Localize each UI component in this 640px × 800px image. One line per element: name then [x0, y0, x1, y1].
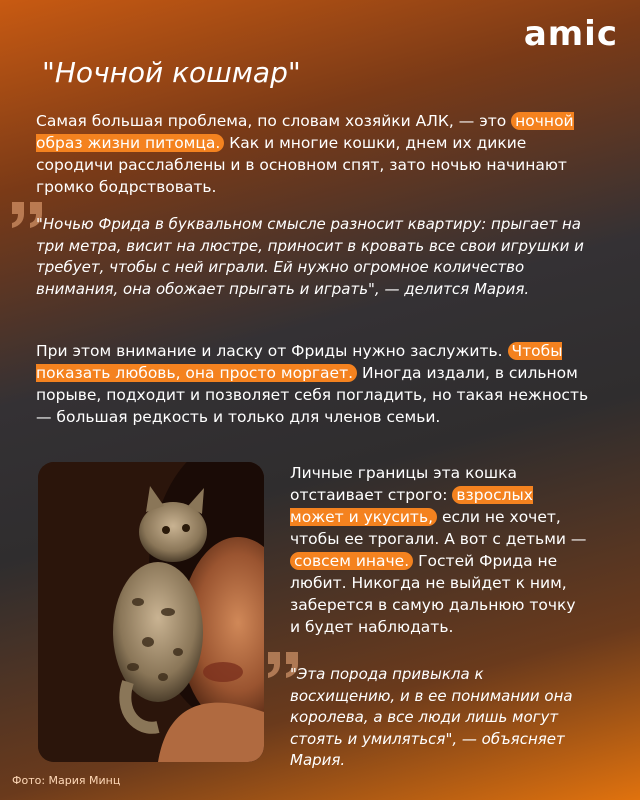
highlight-text: ночной образ жизни питомца. — [36, 112, 574, 152]
quote-maria-night: "Ночью Фрида в буквальном смысле разносит квартиру: прыгает на три метра, висит на люстре, приносит в кровать все свои игрушки и требует, чтобы с ней играли. Ей нужно огромное количество внимания, она обожает прыгать и играть", — делится Мария. — [36, 215, 584, 298]
highlight-text: взрослых может и укусить, — [290, 486, 533, 526]
photo-credit: Фото: Мария Минц — [12, 774, 121, 787]
paragraph-affection — [36, 340, 606, 428]
paragraph-text: Личные границы эта кошка отстаивает строго: — [290, 464, 517, 504]
paragraph-boundaries — [290, 462, 590, 638]
paragraph-text: Гостей Фрида не любит. Никогда не выйдет к ним, заберется в самую дальнюю точку и будет наблюдать. — [290, 552, 576, 636]
page-title: "Ночной кошмар" — [42, 56, 301, 89]
quote-maria-queen: "Эта порода привыкла к восхищению, и в ее понимании она королева, а все люди лишь могут стоять и умиляться", — объясняет Мария. — [290, 665, 573, 769]
paragraph-text: если не хочет, чтобы ее трогали. А вот с детьми — — [290, 508, 587, 548]
paragraph-text: При этом внимание и ласку от Фриды нужно заслужить. — [36, 342, 508, 360]
paragraph-text: Как и многие кошки, днем их дикие сородичи расслаблены и в основном спят, зато ночью начинают громко бодрствовать. — [36, 134, 567, 196]
paragraph-night-problem — [36, 110, 596, 198]
paragraph-text: Иногда издали, в сильном порыве, подходит и позволяет себя погладить, но такая нежность — большая редкость и только для членов семьи. — [36, 364, 589, 426]
paragraph-text: Самая большая проблема, по словам хозяйки АЛК, — это — [36, 112, 512, 130]
highlight-text: совсем иначе. — [290, 552, 413, 570]
brand-logo: amic — [523, 14, 618, 54]
cat-photo-image — [38, 462, 264, 762]
highlight-text: Чтобы показать любовь, она просто моргает. — [36, 342, 563, 382]
